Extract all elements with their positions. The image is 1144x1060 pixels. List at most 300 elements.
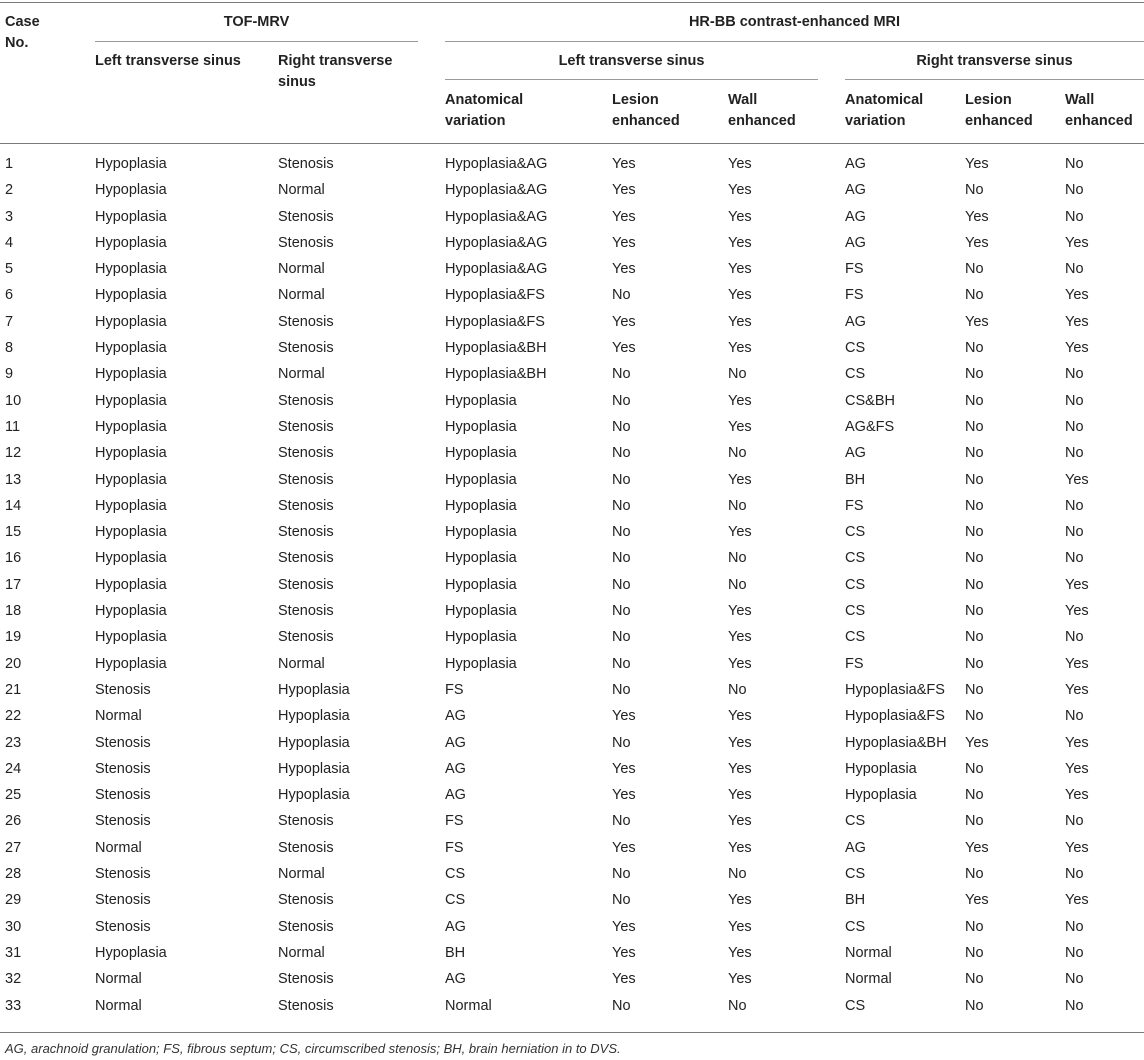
cell-tof-right: Normal [278,182,325,199]
cell-left-anatomical-variation: Hypoplasia [445,629,517,646]
table-row [0,363,1144,389]
cell-tof-left: Hypoplasia [95,550,167,567]
cell-right-lesion-enhanced: No [965,708,984,725]
cell-case-no: 19 [5,629,22,646]
table-row [0,258,1144,284]
cell-right-lesion-enhanced: No [965,445,984,462]
cell-tof-right: Stenosis [278,839,334,856]
cell-right-wall-enhanced: No [1065,418,1084,435]
cell-left-anatomical-variation: Hypoplasia&AG [445,261,548,278]
cell-case-no: 27 [5,839,22,856]
cell-left-anatomical-variation: Hypoplasia&FS [445,287,545,304]
cell-left-anatomical-variation: FS [445,813,464,830]
cell-tof-left: Hypoplasia [95,497,167,514]
cell-case-no: 8 [5,340,14,357]
cell-left-anatomical-variation: Hypoplasia&FS [445,313,545,330]
cell-right-anatomical-variation: Hypoplasia [845,760,917,777]
cell-left-lesion-enhanced: No [612,997,631,1014]
cell-right-wall-enhanced: No [1065,629,1084,646]
header-case-no: Case No. [5,14,40,51]
cell-tof-left: Normal [95,839,142,856]
cell-right-wall-enhanced: Yes [1065,603,1089,620]
cell-case-no: 7 [5,313,14,330]
cell-tof-left: Hypoplasia [95,445,167,462]
cell-left-lesion-enhanced: No [612,655,631,672]
cell-right-wall-enhanced: No [1065,918,1084,935]
cell-right-lesion-enhanced: No [965,261,984,278]
cell-tof-right: Normal [278,366,325,383]
cell-right-lesion-enhanced: No [965,418,984,435]
cell-right-lesion-enhanced: Yes [965,313,989,330]
cell-right-anatomical-variation: Hypoplasia&FS [845,708,945,725]
cell-right-wall-enhanced: No [1065,866,1084,883]
cell-right-anatomical-variation: Hypoplasia&BH [845,734,947,751]
cell-right-anatomical-variation: AG [845,182,866,199]
cell-tof-right: Stenosis [278,340,334,357]
cell-tof-right: Stenosis [278,313,334,330]
table-row [0,653,1144,679]
cell-tof-right: Hypoplasia [278,760,350,777]
cell-left-anatomical-variation: Hypoplasia [445,497,517,514]
cell-left-lesion-enhanced: No [612,734,631,751]
cell-right-anatomical-variation: CS [845,603,866,620]
cell-right-lesion-enhanced: No [965,760,984,777]
cell-left-wall-enhanced: Yes [728,655,752,672]
cell-left-wall-enhanced: Yes [728,340,752,357]
cell-case-no: 11 [5,418,21,435]
cell-left-wall-enhanced: Yes [728,787,752,804]
table-row [0,995,1144,1021]
cell-left-anatomical-variation: Hypoplasia [445,445,517,462]
cell-right-wall-enhanced: Yes [1065,787,1089,804]
cell-right-anatomical-variation: CS [845,629,866,646]
cell-right-anatomical-variation: CS [845,997,866,1014]
header-right-lesion-enhanced: Lesion enhanced [965,92,1033,129]
header-bottom-rule [0,143,1144,144]
cell-left-anatomical-variation: Normal [445,997,492,1014]
cell-tof-left: Hypoplasia [95,629,167,646]
hrbb-rule [445,41,1144,42]
cell-right-lesion-enhanced: No [965,787,984,804]
header-tof-right-ts: Right transverse sinus [278,53,393,90]
table-row [0,679,1144,705]
cell-tof-left: Stenosis [95,734,151,751]
cell-right-anatomical-variation: AG [845,234,866,251]
cell-left-wall-enhanced: No [728,366,747,383]
cell-tof-left: Normal [95,708,142,725]
cell-tof-right: Stenosis [278,497,334,514]
cell-tof-left: Hypoplasia [95,234,167,251]
cell-tof-left: Hypoplasia [95,418,167,435]
cell-case-no: 5 [5,261,14,278]
cell-right-wall-enhanced: Yes [1065,471,1089,488]
cell-left-lesion-enhanced: Yes [612,787,636,804]
cell-right-lesion-enhanced: No [965,340,984,357]
cell-tof-right: Hypoplasia [278,787,350,804]
cell-left-anatomical-variation: Hypoplasia&AG [445,156,548,172]
cell-left-wall-enhanced: Yes [728,471,752,488]
cell-right-wall-enhanced: No [1065,971,1084,988]
cell-right-anatomical-variation: FS [845,287,864,304]
cell-right-lesion-enhanced: No [965,944,984,961]
header-right-anatomical-variation: Anatomical variation [845,92,924,129]
cell-right-wall-enhanced: Yes [1065,892,1089,909]
cell-right-lesion-enhanced: No [965,497,984,514]
cell-case-no: 3 [5,208,14,225]
header-left-anatomical-variation: Anatomical variation [445,92,524,129]
cell-tof-right: Stenosis [278,629,334,646]
cell-case-no: 9 [5,366,14,383]
cell-case-no: 30 [5,918,22,935]
cell-case-no: 15 [5,524,22,541]
cell-right-lesion-enhanced: No [965,681,984,698]
cell-left-anatomical-variation: Hypoplasia [445,550,517,567]
cell-right-wall-enhanced: Yes [1065,760,1089,777]
table-row [0,284,1144,310]
cell-case-no: 10 [5,392,22,409]
cell-tof-left: Stenosis [95,760,151,777]
cell-case-no: 14 [5,497,22,514]
cell-left-lesion-enhanced: No [612,550,631,567]
cell-left-lesion-enhanced: Yes [612,234,636,251]
cell-tof-right: Stenosis [278,208,334,225]
cell-left-wall-enhanced: Yes [728,313,752,330]
cell-case-no: 18 [5,603,22,620]
cell-left-lesion-enhanced: Yes [612,918,636,935]
cell-right-anatomical-variation: Hypoplasia&FS [845,681,945,698]
cell-right-lesion-enhanced: No [965,918,984,935]
cell-right-anatomical-variation: Hypoplasia [845,787,917,804]
cell-case-no: 1 [5,156,14,172]
cell-case-no: 24 [5,760,22,777]
cell-right-wall-enhanced: Yes [1065,313,1089,330]
cell-left-lesion-enhanced: No [612,576,631,593]
cell-case-no: 26 [5,813,22,830]
cell-right-anatomical-variation: AG [845,445,866,462]
cell-left-wall-enhanced: Yes [728,418,752,435]
cell-tof-right: Stenosis [278,156,334,172]
cell-case-no: 33 [5,997,22,1014]
table-top-rule [0,2,1144,3]
cell-right-wall-enhanced: Yes [1065,734,1089,751]
cell-tof-right: Stenosis [278,524,334,541]
cell-left-wall-enhanced: Yes [728,734,752,751]
cell-left-lesion-enhanced: No [612,497,631,514]
cell-case-no: 31 [5,944,22,961]
cell-left-anatomical-variation: BH [445,944,466,961]
cell-right-lesion-enhanced: Yes [965,156,989,172]
cell-tof-right: Stenosis [278,576,334,593]
cell-left-anatomical-variation: AG [445,760,466,777]
table-row [0,232,1144,258]
cell-left-wall-enhanced: No [728,550,747,567]
cell-tof-left: Hypoplasia [95,603,167,620]
table-row [0,705,1144,731]
cell-left-anatomical-variation: Hypoplasia [445,524,517,541]
cell-tof-left: Hypoplasia [95,392,167,409]
cell-left-lesion-enhanced: No [612,629,631,646]
cell-left-anatomical-variation: Hypoplasia&AG [445,182,548,199]
cell-left-wall-enhanced: No [728,576,747,593]
cell-left-lesion-enhanced: No [612,471,631,488]
cell-right-wall-enhanced: Yes [1065,839,1089,856]
cell-right-lesion-enhanced: No [965,366,984,383]
cell-left-lesion-enhanced: No [612,392,631,409]
cell-left-lesion-enhanced: No [612,813,631,830]
cell-case-no: 4 [5,234,14,251]
cell-right-anatomical-variation: CS&BH [845,392,895,409]
cell-case-no: 22 [5,708,22,725]
cell-tof-right: Normal [278,944,325,961]
cell-right-lesion-enhanced: No [965,603,984,620]
cell-right-wall-enhanced: No [1065,708,1084,725]
cell-left-anatomical-variation: Hypoplasia [445,655,517,672]
table-bottom-rule [0,1032,1144,1033]
cell-case-no: 2 [5,182,14,199]
cell-right-wall-enhanced: Yes [1065,234,1089,251]
cell-left-lesion-enhanced: Yes [612,340,636,357]
cell-left-wall-enhanced: Yes [728,603,752,620]
cell-left-wall-enhanced: Yes [728,944,752,961]
cell-tof-left: Hypoplasia [95,156,167,172]
cell-tof-right: Stenosis [278,392,334,409]
cell-right-lesion-enhanced: No [965,655,984,672]
table-row [0,574,1144,600]
table-row [0,521,1144,547]
cell-right-lesion-enhanced: No [965,997,984,1014]
cell-left-lesion-enhanced: No [612,524,631,541]
cell-tof-right: Stenosis [278,918,334,935]
cell-tof-left: Hypoplasia [95,576,167,593]
header-tof-mrv: TOF-MRV [223,14,290,30]
cell-right-lesion-enhanced: No [965,629,984,646]
cell-tof-left: Stenosis [95,866,151,883]
cell-right-anatomical-variation: FS [845,497,864,514]
cell-left-anatomical-variation: AG [445,708,466,725]
cell-left-wall-enhanced: Yes [728,839,752,856]
cell-right-lesion-enhanced: Yes [965,839,989,856]
cell-right-anatomical-variation: AG [845,156,866,172]
cell-tof-left: Hypoplasia [95,313,167,330]
cell-case-no: 29 [5,892,22,909]
table-row [0,758,1144,784]
cell-right-wall-enhanced: No [1065,261,1084,278]
table-row [0,442,1144,468]
cell-case-no: 32 [5,971,22,988]
header-hrbb-left-ts: Left transverse sinus [558,53,705,69]
cell-right-anatomical-variation: AG&FS [845,418,895,435]
cell-left-wall-enhanced: Yes [728,261,752,278]
cell-tof-right: Normal [278,655,325,672]
cell-right-wall-enhanced: No [1065,813,1084,830]
cell-right-lesion-enhanced: Yes [965,892,989,909]
table-row [0,390,1144,416]
cell-right-wall-enhanced: No [1065,550,1084,567]
cell-left-wall-enhanced: No [728,445,747,462]
cell-left-wall-enhanced: Yes [728,971,752,988]
cell-left-anatomical-variation: Hypoplasia&AG [445,208,548,225]
cell-left-lesion-enhanced: No [612,892,631,909]
cell-left-wall-enhanced: Yes [728,918,752,935]
cell-right-anatomical-variation: BH [845,471,866,488]
cell-left-wall-enhanced: Yes [728,892,752,909]
cell-right-wall-enhanced: Yes [1065,340,1089,357]
cell-left-lesion-enhanced: Yes [612,261,636,278]
cell-tof-right: Stenosis [278,418,334,435]
cell-tof-left: Hypoplasia [95,944,167,961]
cell-left-anatomical-variation: Hypoplasia [445,576,517,593]
header-hrbb-mri: HR-BB contrast-enhanced MRI [688,14,901,30]
cell-right-wall-enhanced: No [1065,497,1084,514]
cell-case-no: 16 [5,550,22,567]
cell-left-wall-enhanced: Yes [728,813,752,830]
cell-right-wall-enhanced: No [1065,182,1084,199]
table-row [0,837,1144,863]
cell-right-lesion-enhanced: No [965,813,984,830]
cell-right-anatomical-variation: CS [845,866,866,883]
header-tof-left-ts: Left transverse sinus [95,53,241,69]
cell-tof-right: Normal [278,866,325,883]
cell-right-anatomical-variation: FS [845,261,864,278]
cell-left-lesion-enhanced: No [612,418,631,435]
cell-tof-left: Normal [95,971,142,988]
cell-right-wall-enhanced: No [1065,524,1084,541]
cell-left-wall-enhanced: Yes [728,208,752,225]
cell-right-anatomical-variation: CS [845,340,866,357]
cell-left-anatomical-variation: CS [445,892,466,909]
cell-left-anatomical-variation: Hypoplasia [445,471,517,488]
table-row [0,153,1144,179]
cell-left-lesion-enhanced: No [612,603,631,620]
cell-right-anatomical-variation: CS [845,813,866,830]
table-row [0,179,1144,205]
cell-tof-right: Stenosis [278,445,334,462]
cell-left-lesion-enhanced: Yes [612,208,636,225]
cell-left-wall-enhanced: Yes [728,234,752,251]
cell-right-anatomical-variation: AG [845,839,866,856]
cell-tof-left: Hypoplasia [95,366,167,383]
cell-left-lesion-enhanced: No [612,445,631,462]
cell-case-no: 13 [5,471,22,488]
cell-tof-left: Hypoplasia [95,287,167,304]
cell-left-lesion-enhanced: No [612,287,631,304]
cell-right-wall-enhanced: No [1065,208,1084,225]
cell-right-lesion-enhanced: No [965,287,984,304]
cell-left-wall-enhanced: No [728,681,747,698]
header-left-lesion-enhanced: Lesion enhanced [612,92,680,129]
cell-right-wall-enhanced: Yes [1065,655,1089,672]
cell-left-wall-enhanced: No [728,866,747,883]
cell-tof-right: Normal [278,261,325,278]
cell-tof-right: Stenosis [278,234,334,251]
cell-left-anatomical-variation: FS [445,681,464,698]
cell-left-lesion-enhanced: Yes [612,944,636,961]
cell-right-anatomical-variation: CS [845,366,866,383]
cell-right-wall-enhanced: No [1065,944,1084,961]
table-row [0,337,1144,363]
cell-left-wall-enhanced: Yes [728,760,752,777]
table-row [0,732,1144,758]
cell-left-anatomical-variation: Hypoplasia&BH [445,366,547,383]
cell-tof-left: Stenosis [95,918,151,935]
cell-right-anatomical-variation: CS [845,524,866,541]
table-body [0,153,1144,1021]
cell-left-lesion-enhanced: Yes [612,760,636,777]
cell-tof-left: Stenosis [95,892,151,909]
table-row [0,469,1144,495]
cell-case-no: 12 [5,445,22,462]
table-row [0,889,1144,915]
table-row [0,547,1144,573]
cell-case-no: 20 [5,655,22,672]
cell-tof-right: Stenosis [278,997,334,1014]
table-row [0,968,1144,994]
table-row [0,311,1144,337]
cell-right-lesion-enhanced: No [965,471,984,488]
cell-left-wall-enhanced: Yes [728,629,752,646]
cell-right-lesion-enhanced: No [965,576,984,593]
cell-tof-left: Hypoplasia [95,340,167,357]
cell-tof-right: Hypoplasia [278,734,350,751]
table-row [0,784,1144,810]
cell-left-wall-enhanced: Yes [728,708,752,725]
header-right-wall-enhanced: Wall enhanced [1065,92,1133,129]
cell-left-anatomical-variation: Hypoplasia [445,418,517,435]
cell-tof-right: Normal [278,287,325,304]
cell-case-no: 23 [5,734,22,751]
cell-left-lesion-enhanced: No [612,866,631,883]
cell-tof-left: Hypoplasia [95,208,167,225]
cell-right-wall-enhanced: No [1065,997,1084,1014]
hrbb-right-rule [845,79,1144,80]
cell-left-anatomical-variation: AG [445,918,466,935]
cell-left-wall-enhanced: Yes [728,524,752,541]
header-left-wall-enhanced: Wall enhanced [728,92,796,129]
cell-case-no: 17 [5,576,22,593]
cell-tof-left: Hypoplasia [95,182,167,199]
cell-right-anatomical-variation: CS [845,576,866,593]
cell-right-anatomical-variation: CS [845,918,866,935]
cell-left-wall-enhanced: No [728,997,747,1014]
cell-right-wall-enhanced: Yes [1065,287,1089,304]
cell-tof-left: Hypoplasia [95,471,167,488]
cell-left-lesion-enhanced: No [612,681,631,698]
table-row [0,495,1144,521]
cell-right-anatomical-variation: Normal [845,944,892,961]
cell-left-anatomical-variation: Hypoplasia [445,603,517,620]
cell-tof-right: Stenosis [278,813,334,830]
cell-right-lesion-enhanced: Yes [965,734,989,751]
cell-right-anatomical-variation: BH [845,892,866,909]
cell-tof-left: Hypoplasia [95,261,167,278]
cell-left-lesion-enhanced: Yes [612,839,636,856]
cell-left-lesion-enhanced: Yes [612,971,636,988]
table-footnote: AG, arachnoid granulation; FS, fibrous septum; CS, circumscribed stenosis; BH, brain herniation in to DVS. [5,1041,621,1056]
cell-left-lesion-enhanced: Yes [612,708,636,725]
cell-right-lesion-enhanced: No [965,392,984,409]
cell-tof-right: Stenosis [278,603,334,620]
cell-right-anatomical-variation: CS [845,550,866,567]
cell-tof-right: Stenosis [278,892,334,909]
cell-left-wall-enhanced: Yes [728,182,752,199]
cell-tof-left: Stenosis [95,813,151,830]
cell-right-anatomical-variation: AG [845,313,866,330]
cell-tof-right: Stenosis [278,550,334,567]
cell-left-lesion-enhanced: Yes [612,182,636,199]
cell-case-no: 6 [5,287,14,304]
cell-right-lesion-enhanced: No [965,866,984,883]
cell-tof-right: Hypoplasia [278,681,350,698]
